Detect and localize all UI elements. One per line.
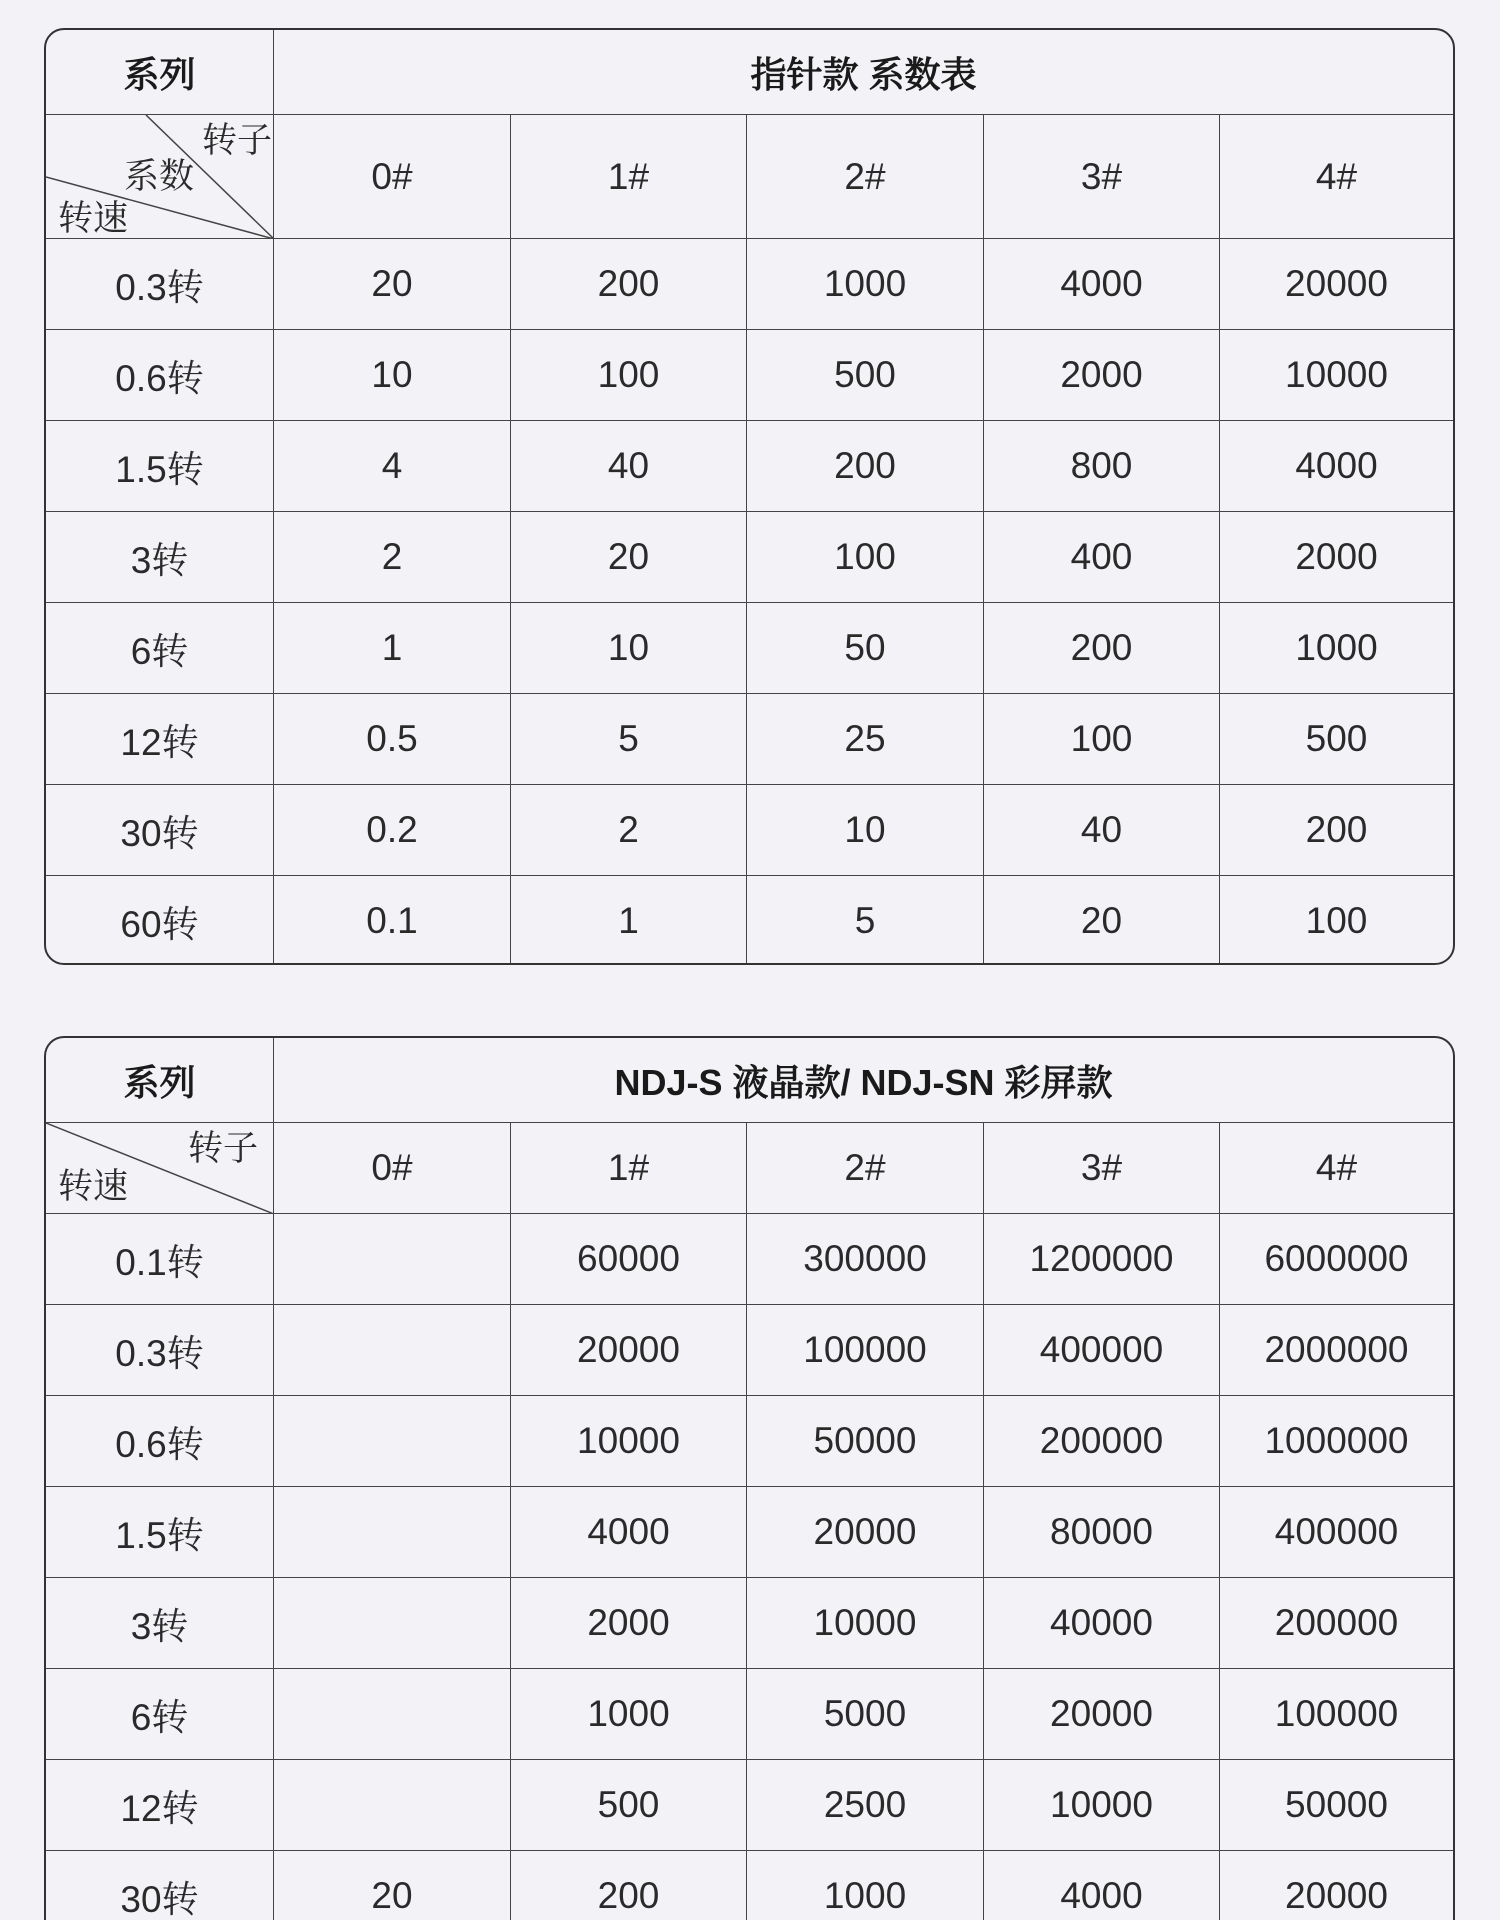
coefficient-cell: 200 bbox=[747, 421, 984, 511]
speed-cell: 12转 bbox=[46, 694, 274, 784]
corner-header bbox=[46, 115, 274, 238]
speed-cell: 0.3转 bbox=[46, 239, 274, 329]
coefficient-cell: 1000000 bbox=[1264, 1420, 1409, 1461]
coefficient-cell: 4000 bbox=[1295, 445, 1378, 486]
table-row bbox=[46, 512, 1453, 603]
table-body bbox=[46, 239, 1453, 965]
coefficient-cell: 100 bbox=[984, 694, 1220, 784]
coefficient-cell: 40 bbox=[984, 785, 1220, 875]
coefficient-cell: 100 bbox=[747, 512, 984, 602]
column-header: 0# bbox=[274, 115, 511, 238]
coefficient-cell bbox=[274, 1214, 511, 1304]
coefficient-cell: 20 bbox=[274, 239, 511, 329]
table-title: 指针款 系数表 bbox=[750, 53, 977, 95]
coefficient-cell: 0.5 bbox=[274, 694, 511, 784]
coefficient-cell: 0.2 bbox=[274, 785, 511, 875]
coefficient-cell: 100 bbox=[1305, 899, 1368, 941]
coefficient-cell: 2 bbox=[274, 512, 511, 602]
coefficient-cell: 50 bbox=[747, 603, 984, 693]
coefficient-cell: 25 bbox=[747, 694, 984, 784]
table-row bbox=[46, 1396, 1453, 1487]
corner-coef-label: 系数 bbox=[124, 157, 195, 196]
table-row bbox=[46, 239, 1453, 330]
coefficient-cell: 4 bbox=[274, 421, 511, 511]
coefficient-cell: 1 bbox=[274, 603, 511, 693]
coefficient-cell: 5 bbox=[511, 694, 747, 784]
table-row bbox=[46, 1305, 1453, 1396]
coefficient-cell: 10000 bbox=[511, 1396, 747, 1486]
coefficient-cell: 1000 bbox=[1295, 627, 1378, 668]
table-row bbox=[46, 1760, 1453, 1851]
coefficient-cell: 2000 bbox=[511, 1578, 747, 1668]
coefficient-cell: 100 bbox=[511, 330, 747, 420]
column-header: 1# bbox=[511, 1123, 747, 1213]
coefficient-cell: 6000000 bbox=[1264, 1238, 1409, 1279]
lcd-coefficient-table bbox=[44, 1036, 1455, 1920]
coefficient-cell: 10 bbox=[747, 785, 984, 875]
table-row bbox=[46, 1669, 1453, 1760]
table-title: NDJ-S 液晶款/ NDJ-SN 彩屏款 bbox=[614, 1061, 1113, 1103]
column-header: 2# bbox=[747, 115, 984, 238]
corner-header bbox=[46, 1123, 274, 1213]
coefficient-cell: 4000 bbox=[984, 239, 1220, 329]
coefficient-cell: 0.1 bbox=[274, 876, 511, 965]
column-header: 0# bbox=[274, 1123, 511, 1213]
speed-cell: 6转 bbox=[46, 1669, 274, 1759]
table-row bbox=[46, 1214, 1453, 1305]
coefficient-cell bbox=[274, 1396, 511, 1486]
speed-cell: 60转 bbox=[46, 876, 274, 965]
coefficient-cell: 1000 bbox=[511, 1669, 747, 1759]
coefficient-cell: 500 bbox=[747, 330, 984, 420]
column-header: 1# bbox=[511, 115, 747, 238]
table-row bbox=[46, 1578, 1453, 1669]
coefficient-cell: 20000 bbox=[1285, 1875, 1388, 1916]
coefficient-cell: 4000 bbox=[511, 1487, 747, 1577]
table-row bbox=[46, 876, 1453, 965]
column-header: 3# bbox=[984, 1123, 1220, 1213]
pointer-coefficient-table bbox=[44, 28, 1455, 965]
corner-rotor-label: 转子 bbox=[202, 121, 273, 160]
table-row bbox=[46, 421, 1453, 512]
coefficient-cell: 2 bbox=[511, 785, 747, 875]
series-label: 系列 bbox=[46, 30, 274, 114]
coefficient-cell: 5 bbox=[747, 876, 984, 965]
table-title-row bbox=[46, 1038, 1453, 1123]
table-row bbox=[46, 330, 1453, 421]
coefficient-cell: 200000 bbox=[984, 1396, 1220, 1486]
coefficient-cell bbox=[274, 1669, 511, 1759]
coefficient-cell: 20000 bbox=[984, 1669, 1220, 1759]
coefficient-cell: 200 bbox=[511, 239, 747, 329]
coefficient-cell: 10000 bbox=[1285, 354, 1388, 395]
coefficient-cell: 1000 bbox=[747, 239, 984, 329]
table-body bbox=[46, 1214, 1453, 1920]
coefficient-cell: 20 bbox=[511, 512, 747, 602]
coefficient-cell: 200 bbox=[1305, 809, 1368, 850]
column-header: 2# bbox=[747, 1123, 984, 1213]
speed-cell: 0.1转 bbox=[46, 1214, 274, 1304]
coefficient-cell: 500 bbox=[511, 1760, 747, 1850]
speed-cell: 3转 bbox=[46, 512, 274, 602]
coefficient-cell: 200 bbox=[984, 603, 1220, 693]
coefficient-cell: 500 bbox=[1305, 718, 1368, 759]
column-header: 4# bbox=[1315, 1147, 1358, 1188]
coefficient-cell: 20000 bbox=[511, 1305, 747, 1395]
table-row bbox=[46, 603, 1453, 694]
coefficient-cell: 1200000 bbox=[984, 1214, 1220, 1304]
coefficient-cell: 10000 bbox=[984, 1760, 1220, 1850]
coefficient-cell: 10000 bbox=[747, 1578, 984, 1668]
column-header: 4# bbox=[1315, 155, 1358, 197]
coefficient-cell: 40000 bbox=[984, 1578, 1220, 1668]
coefficient-cell: 100000 bbox=[747, 1305, 984, 1395]
coefficient-cell: 20 bbox=[984, 876, 1220, 965]
coefficient-cell: 1 bbox=[511, 876, 747, 965]
speed-cell: 30转 bbox=[46, 1851, 274, 1920]
coefficient-cell bbox=[274, 1305, 511, 1395]
corner-speed-label: 转速 bbox=[58, 1167, 129, 1206]
table-row bbox=[46, 694, 1453, 785]
table-title-row bbox=[46, 30, 1453, 115]
speed-cell: 12转 bbox=[46, 1760, 274, 1850]
coefficient-cell: 50000 bbox=[1285, 1784, 1388, 1825]
coefficient-cell: 400 bbox=[984, 512, 1220, 602]
series-label: 系列 bbox=[46, 1038, 274, 1122]
table-row bbox=[46, 1487, 1453, 1578]
coefficient-cell: 10 bbox=[511, 603, 747, 693]
coefficient-cell: 200000 bbox=[1274, 1602, 1399, 1643]
coefficient-cell bbox=[274, 1487, 511, 1577]
column-header-row bbox=[46, 1123, 1453, 1214]
speed-cell: 1.5转 bbox=[46, 1487, 274, 1577]
coefficient-cell: 400000 bbox=[984, 1305, 1220, 1395]
coefficient-cell: 80000 bbox=[984, 1487, 1220, 1577]
coefficient-cell: 100000 bbox=[1274, 1693, 1399, 1734]
speed-cell: 1.5转 bbox=[46, 421, 274, 511]
coefficient-cell: 400000 bbox=[1274, 1511, 1399, 1552]
coefficient-cell: 5000 bbox=[747, 1669, 984, 1759]
coefficient-cell bbox=[274, 1760, 511, 1850]
coefficient-cell: 1000 bbox=[747, 1851, 984, 1920]
speed-cell: 3转 bbox=[46, 1578, 274, 1668]
coefficient-cell: 2000000 bbox=[1264, 1329, 1409, 1370]
table-row bbox=[46, 785, 1453, 876]
coefficient-cell: 20000 bbox=[747, 1487, 984, 1577]
coefficient-cell: 200 bbox=[511, 1851, 747, 1920]
coefficient-cell: 20000 bbox=[1285, 263, 1388, 304]
coefficient-cell: 2000 bbox=[984, 330, 1220, 420]
coefficient-cell: 50000 bbox=[747, 1396, 984, 1486]
coefficient-cell: 40 bbox=[511, 421, 747, 511]
coefficient-cell: 2500 bbox=[747, 1760, 984, 1850]
column-header: 3# bbox=[984, 115, 1220, 238]
corner-speed-label: 转速 bbox=[58, 199, 129, 238]
table-row bbox=[46, 1851, 1453, 1920]
coefficient-cell: 60000 bbox=[511, 1214, 747, 1304]
coefficient-cell: 10 bbox=[274, 330, 511, 420]
coefficient-cell: 2000 bbox=[1295, 536, 1378, 577]
speed-cell: 6转 bbox=[46, 603, 274, 693]
column-header-row bbox=[46, 115, 1453, 239]
coefficient-cell: 800 bbox=[984, 421, 1220, 511]
coefficient-cell bbox=[274, 1578, 511, 1668]
coefficient-cell: 20 bbox=[274, 1851, 511, 1920]
speed-cell: 0.3转 bbox=[46, 1305, 274, 1395]
speed-cell: 30转 bbox=[46, 785, 274, 875]
speed-cell: 0.6转 bbox=[46, 330, 274, 420]
corner-rotor-label: 转子 bbox=[188, 1129, 259, 1168]
coefficient-cell: 4000 bbox=[984, 1851, 1220, 1920]
speed-cell: 0.6转 bbox=[46, 1396, 274, 1486]
coefficient-cell: 300000 bbox=[747, 1214, 984, 1304]
